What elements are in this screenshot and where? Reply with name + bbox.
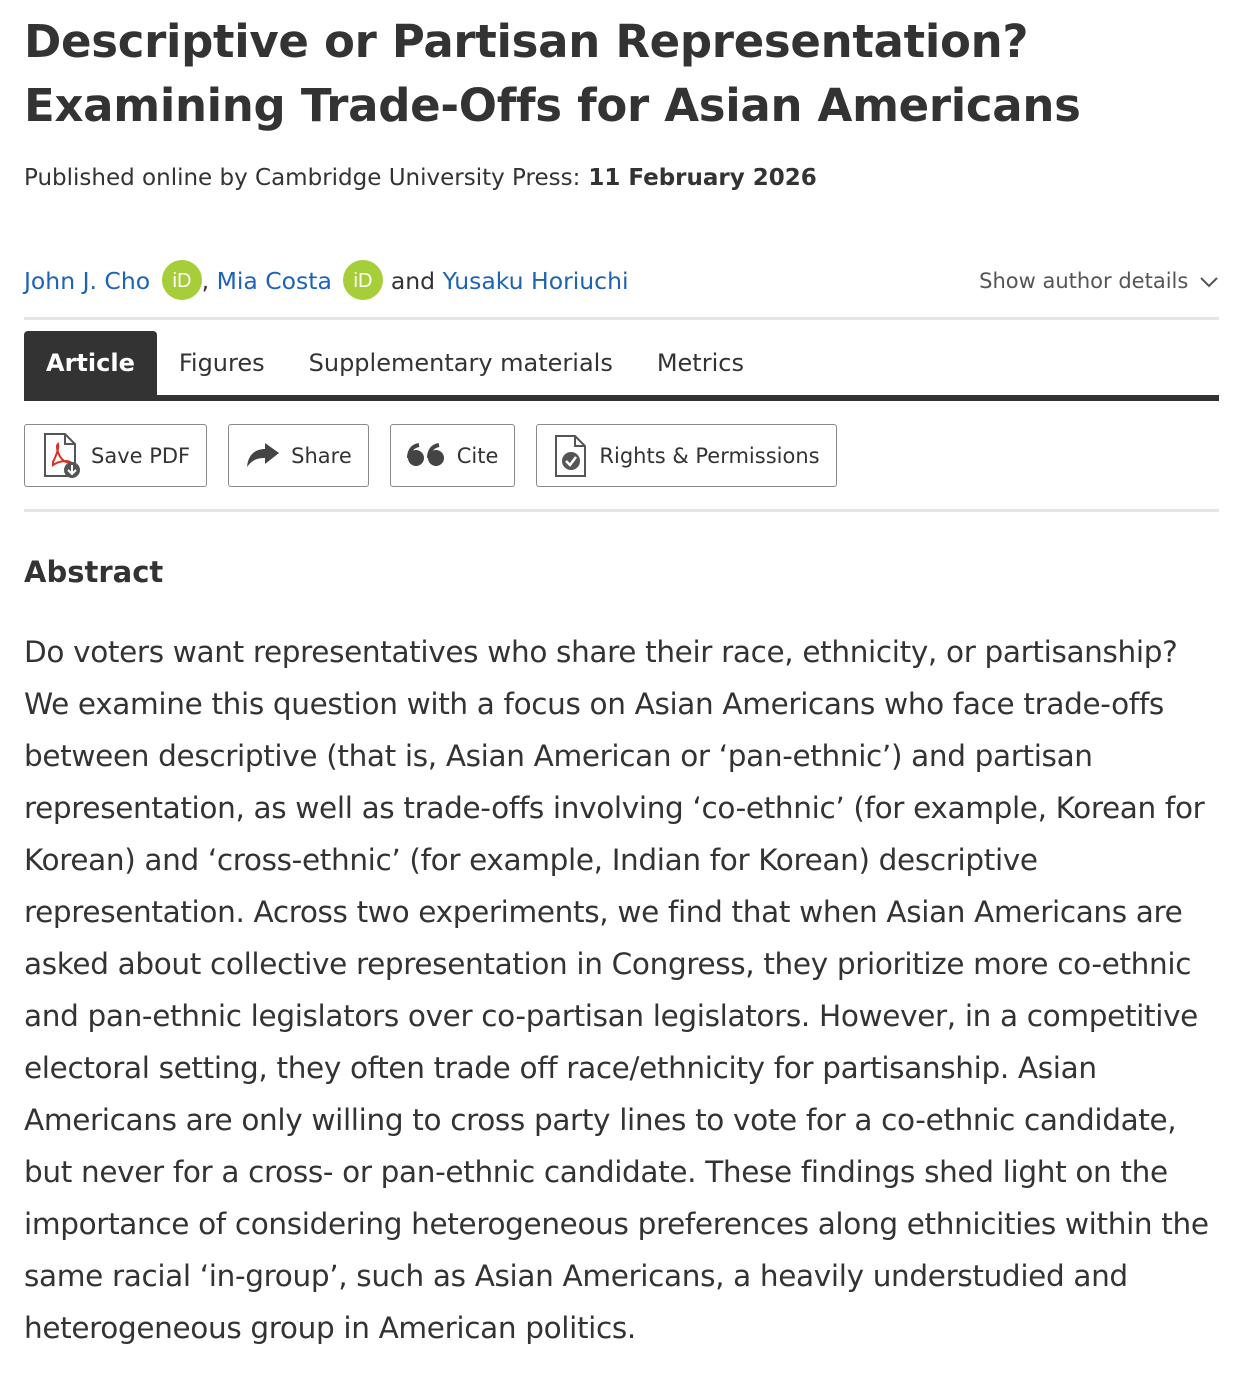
show-author-details-label: Show author details <box>979 269 1189 293</box>
tab-metrics[interactable]: Metrics <box>656 349 744 377</box>
rights-permissions-label: Rights & Permissions <box>599 443 820 468</box>
published-date: 11 February 2026 <box>588 165 817 191</box>
orcid-icon[interactable] <box>162 260 202 300</box>
share-arrow-icon <box>245 441 281 471</box>
abstract-text: Do voters want representatives who share their race, ethnicity, or partisanship? We examine this question with a focus on Asian Americans who face trade-offs between descriptive (that is, Asian American or ‘pan-ethnic’) and partisan representation, as well as trade-offs involving ‘co-ethnic’ (for example, Korean for Korean) and ‘cross-ethnic’ (for example, Indian for Korean) descriptive representation. Across two experiments, we find that when Asian Americans are asked about collective representation in Congress, they prioritize more co-ethnic and pan-ethnic legislators over co-partisan legislators. However, in a competitive electoral setting, they often trade off race/ethnicity for partisanship. Asian Americans are only willing to cross party lines to vote for a co-ethnic candidate, but never for a cross- or pan-ethnic candidate. These findings shed light on the importance of considering heterogeneous preferences along ethnicities within the same racial ‘in-group’, such as Asian Americans, a heavily understudied and heterogeneous group in American politics. <box>24 635 1209 1345</box>
article-title-line-1: Descriptive or Partisan Representation? <box>24 15 1029 68</box>
abstract-heading: Abstract <box>24 555 164 589</box>
rights-permissions-button[interactable] <box>536 424 836 487</box>
article-page <box>24 0 1219 1354</box>
article-title <box>24 0 1219 138</box>
author-link-costa[interactable]: Mia Costa <box>216 267 332 295</box>
article-title-line-2: Examining Trade-Offs for Asian Americans <box>24 79 1081 132</box>
pdf-download-icon <box>41 432 81 480</box>
divider <box>24 509 1219 512</box>
rights-document-icon <box>553 434 589 478</box>
authors-row <box>24 263 1219 299</box>
article-tabs <box>24 331 1219 401</box>
cite-label: Cite <box>456 443 499 468</box>
author-separator-and: and <box>390 267 436 295</box>
quote-icon <box>407 443 447 469</box>
save-pdf-button[interactable] <box>24 424 207 487</box>
svg-text:iD: iD <box>172 270 192 292</box>
author-separator-comma: , <box>201 267 210 295</box>
share-label: Share <box>291 443 352 468</box>
published-label: Published online by Cambridge University Press: <box>24 165 581 191</box>
chevron-down-icon <box>1199 276 1219 288</box>
save-pdf-label: Save PDF <box>91 443 191 468</box>
orcid-icon[interactable] <box>343 260 383 300</box>
tab-supplementary-materials[interactable]: Supplementary materials <box>308 349 613 377</box>
tab-figures[interactable]: Figures <box>178 349 265 377</box>
divider <box>24 317 1219 320</box>
article-actions <box>24 424 1219 487</box>
cite-button[interactable] <box>390 424 516 487</box>
share-button[interactable] <box>228 424 369 487</box>
author-link-horiuchi[interactable]: Yusaku Horiuchi <box>442 267 629 295</box>
show-author-details-toggle[interactable] <box>979 263 1219 299</box>
publication-info <box>24 163 1219 193</box>
svg-text:iD: iD <box>353 270 373 292</box>
tab-article[interactable]: Article <box>24 331 157 395</box>
author-link-cho[interactable]: John J. Cho <box>24 267 151 295</box>
